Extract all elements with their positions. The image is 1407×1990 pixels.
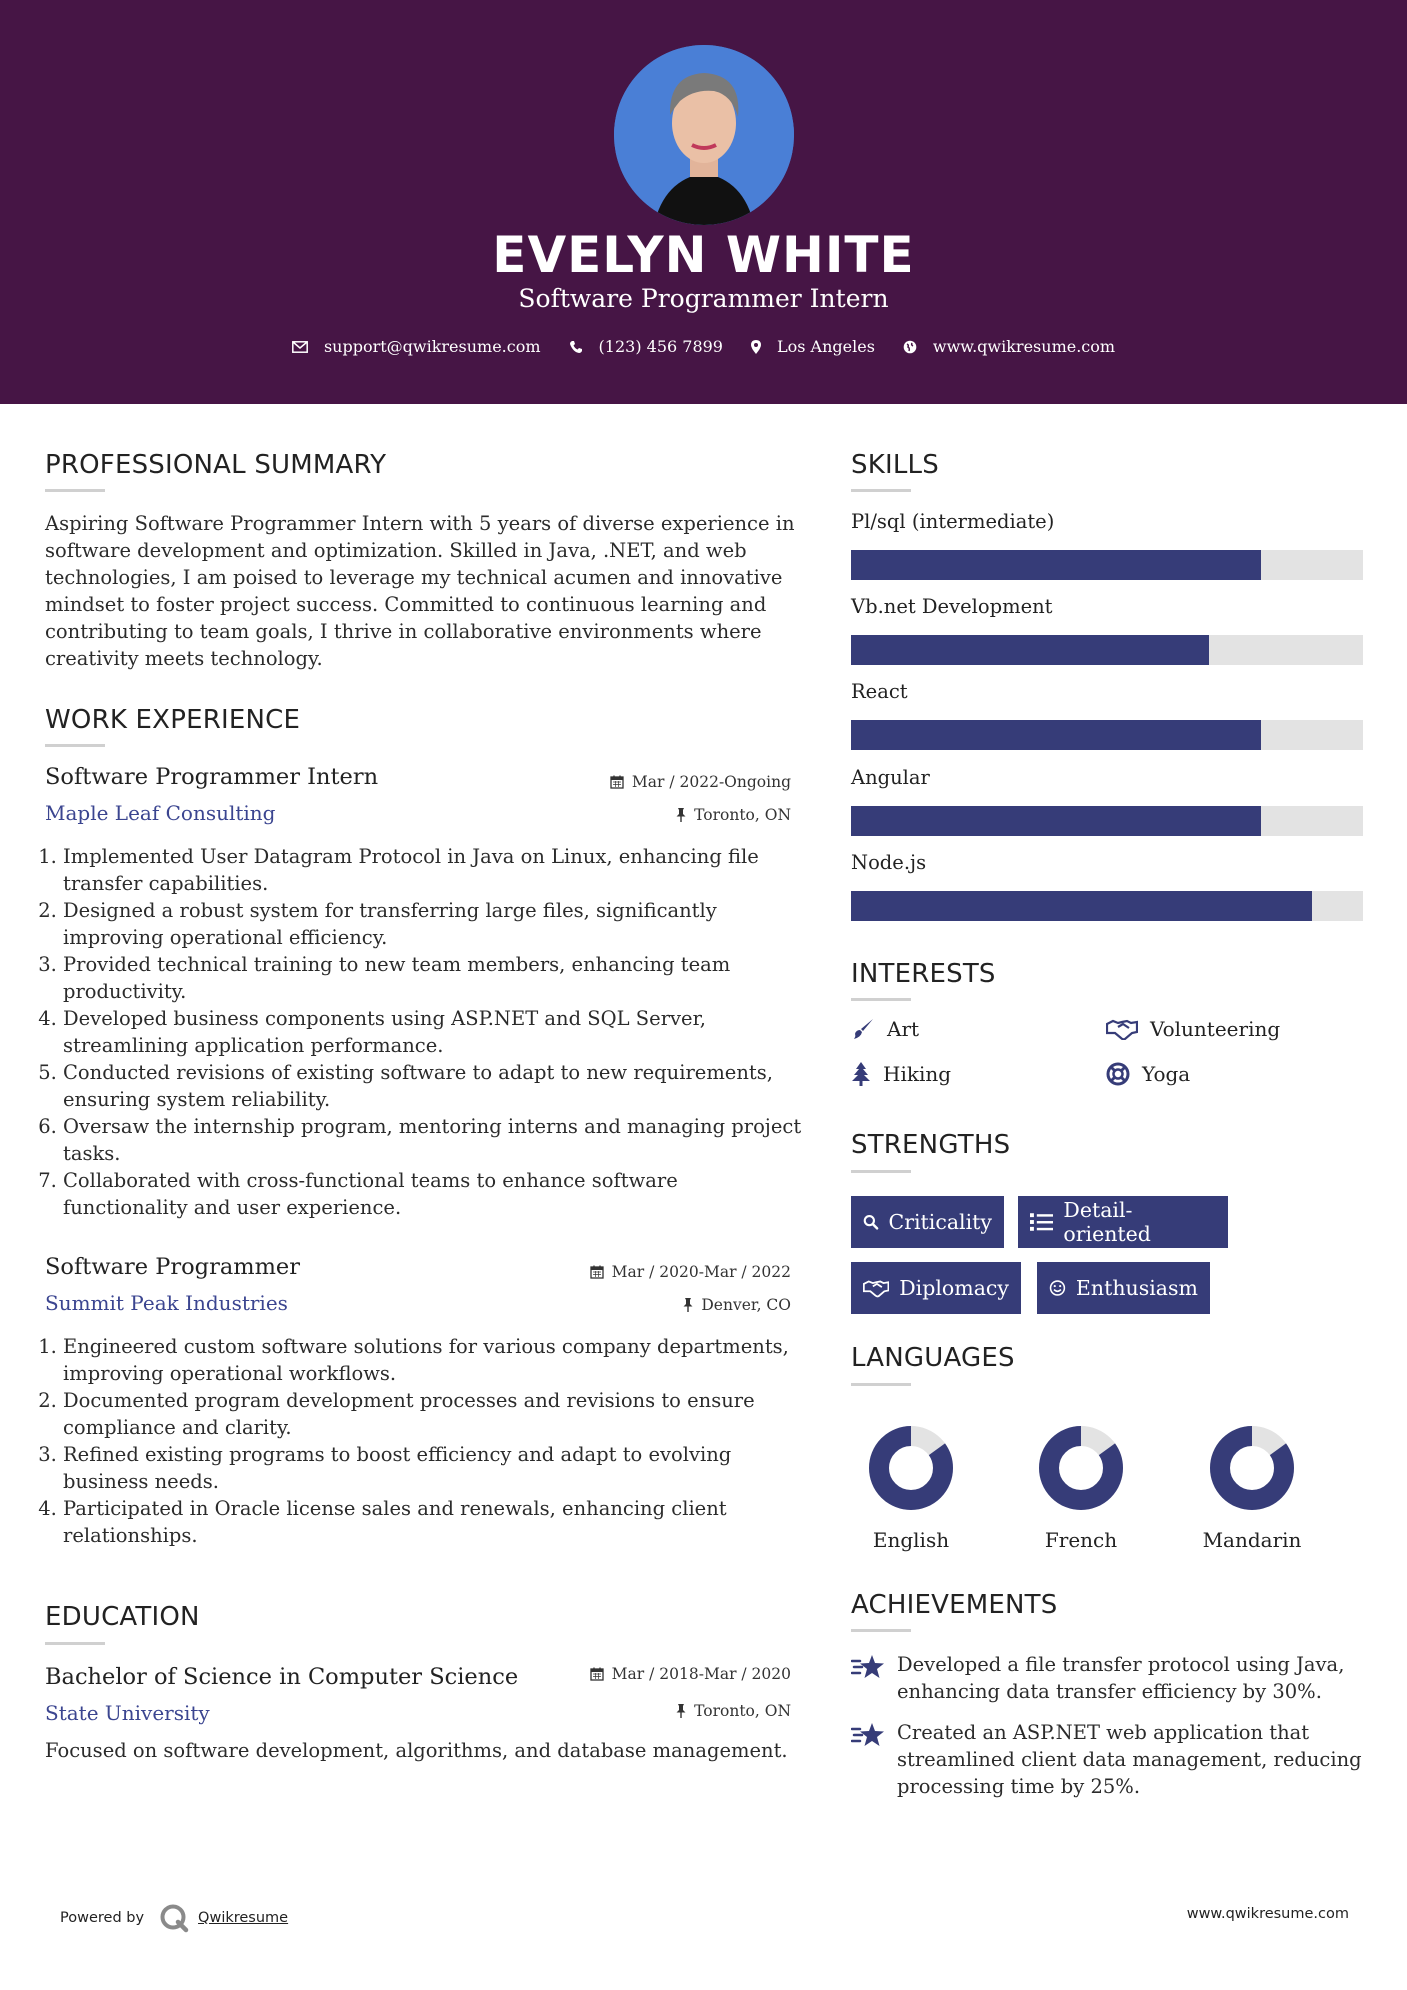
list-item: 7. Collaborated with cross-functional teams to enhance software functionality and user experience. — [63, 1167, 805, 1221]
section-divider — [851, 1170, 911, 1173]
interest-item: Art — [851, 1017, 919, 1041]
header-banner — [0, 0, 1407, 404]
skill-bar — [851, 891, 1363, 921]
skill-bar — [851, 806, 1363, 836]
language-donut — [1031, 1418, 1131, 1518]
achievements-title: ACHIEVEMENTS — [851, 1590, 1058, 1620]
language-donut — [1202, 1418, 1302, 1518]
job-location: Denver, CO — [531, 1296, 791, 1314]
language-name: Mandarin — [1202, 1528, 1302, 1552]
interest-item: Yoga — [1106, 1062, 1190, 1086]
strength-tag: Diplomacy — [851, 1262, 1021, 1314]
job-date: Mar / 2020-Mar / 2022 — [531, 1263, 791, 1281]
section-divider — [45, 744, 105, 747]
contact-bar — [0, 337, 1407, 356]
skill-bar-fill — [851, 720, 1261, 750]
globe-icon — [903, 340, 917, 354]
portrait-image — [614, 45, 794, 225]
contact-website[interactable]: www.qwikresume.com — [903, 337, 1115, 356]
language-item — [1026, 1418, 1136, 1552]
skill-name: Vb.net Development — [851, 595, 1053, 618]
language-item — [856, 1418, 966, 1552]
section-divider — [851, 1629, 911, 1632]
handshake-icon — [863, 1277, 889, 1299]
list-item: 3. Refined existing programs to boost efficiency and adapt to evolving business needs. — [63, 1441, 805, 1495]
shooting-star-icon — [851, 1653, 885, 1681]
qwikresume-logo-icon — [158, 1902, 190, 1934]
list-item: 5. Conducted revisions of existing software to adapt to new requirements, ensuring system reliability. — [63, 1059, 805, 1113]
skill-name: React — [851, 680, 908, 703]
strength-tag: Enthusiasm — [1037, 1262, 1210, 1314]
company-name: Maple Leaf Consulting — [45, 801, 276, 825]
skill-bar-fill — [851, 806, 1261, 836]
skill-bar-fill — [851, 891, 1312, 921]
footer-site-link[interactable]: www.qwikresume.com — [1186, 1906, 1349, 1922]
skill-bar-fill — [851, 635, 1209, 665]
section-divider — [45, 489, 105, 492]
education-location: Toronto, ON — [531, 1702, 791, 1720]
skill-name: Pl/sql (intermediate) — [851, 510, 1055, 533]
qwikresume-link[interactable]: Qwikresume — [198, 1910, 289, 1926]
contact-email[interactable]: support@qwikresume.com — [292, 337, 541, 356]
section-divider — [45, 1642, 105, 1645]
list-icon — [1030, 1212, 1053, 1232]
school-name: State University — [45, 1701, 210, 1725]
candidate-name: EVELYN WHITE — [492, 226, 915, 284]
candidate-role: Software Programmer Intern — [518, 284, 889, 313]
footer-powered-by: Powered by Qwikresume — [60, 1902, 288, 1934]
lifebuoy-icon — [1106, 1062, 1130, 1086]
paintbrush-icon — [851, 1017, 875, 1041]
interests-title: INTERESTS — [851, 959, 996, 989]
experience-title: WORK EXPERIENCE — [45, 705, 301, 735]
smile-icon — [1049, 1277, 1066, 1299]
skill-bar — [851, 635, 1363, 665]
education-title: EDUCATION — [45, 1602, 200, 1632]
job-location: Toronto, ON — [531, 806, 791, 824]
skill-bar — [851, 550, 1363, 580]
language-name: French — [1044, 1528, 1118, 1552]
skills-title: SKILLS — [851, 450, 939, 480]
list-item: 3. Provided technical training to new team members, enhancing team productivity. — [63, 951, 805, 1005]
contact-location: Los Angeles — [751, 337, 875, 356]
list-item: 6. Oversaw the internship program, mentoring interns and managing project tasks. — [63, 1113, 805, 1167]
skill-name: Angular — [851, 766, 930, 789]
job-bullets — [45, 1333, 805, 1549]
skill-bar-fill — [851, 550, 1261, 580]
search-icon — [863, 1211, 879, 1233]
language-donut — [861, 1418, 961, 1518]
handshake-icon — [1106, 1018, 1138, 1040]
tree-icon — [851, 1062, 871, 1086]
calendar-icon — [610, 775, 624, 789]
summary-text: Aspiring Software Programmer Intern with 5 years of diverse experience in software development and optimization. Skilled in Java, .NET, and web technologies, I am poised to leverage my technical acumen and innovative mindset to foster project success. Committed to continuous learning and contributing to team goals, I thrive in collaborative environments where creativity meets technology. — [45, 512, 795, 670]
skill-bar — [851, 720, 1363, 750]
calendar-icon — [590, 1265, 604, 1279]
achievement-item: Created an ASP.NET web application that streamlined client data management, reducing processing time by 25%. — [851, 1719, 1371, 1800]
interest-item: Volunteering — [1106, 1017, 1280, 1041]
calendar-icon — [590, 1667, 604, 1681]
list-item: 4. Participated in Oracle license sales and renewals, enhancing client relationships. — [63, 1495, 805, 1549]
summary-title: PROFESSIONAL SUMMARY — [45, 450, 387, 480]
education-description: Focused on software development, algorithms, and database management. — [45, 1739, 788, 1762]
strength-tag: Detail-oriented — [1018, 1196, 1228, 1248]
degree-title: Bachelor of Science in Computer Science — [45, 1664, 519, 1690]
achievement-item: Developed a file transfer protocol using Java, enhancing data transfer efficiency by 30%. — [851, 1651, 1371, 1705]
list-item: 2. Documented program development processes and revisions to ensure compliance and clarity. — [63, 1387, 805, 1441]
skill-name: Node.js — [851, 851, 927, 874]
pushpin-icon — [683, 1298, 693, 1312]
pushpin-icon — [676, 1704, 686, 1718]
education-date: Mar / 2018-Mar / 2020 — [531, 1665, 791, 1683]
strengths-title: STRENGTHS — [851, 1130, 1011, 1160]
list-item: 1. Implemented User Datagram Protocol in Java on Linux, enhancing file transfer capabilities. — [63, 843, 805, 897]
language-name: English — [872, 1528, 950, 1552]
company-name: Summit Peak Industries — [45, 1291, 288, 1315]
section-divider — [851, 489, 911, 492]
language-item — [1197, 1418, 1307, 1552]
list-item: 1. Engineered custom software solutions for various company departments, improving operational workflows. — [63, 1333, 805, 1387]
job-title: Software Programmer — [45, 1254, 300, 1280]
job-title: Software Programmer Intern — [45, 764, 379, 790]
section-divider — [851, 998, 911, 1001]
map-pin-icon — [751, 340, 761, 354]
section-divider — [851, 1383, 911, 1386]
languages-title: LANGUAGES — [851, 1343, 1015, 1373]
envelope-icon — [292, 341, 308, 353]
strength-tag: Criticality — [851, 1196, 1004, 1248]
list-item: 2. Designed a robust system for transferring large files, significantly improving operational efficiency. — [63, 897, 805, 951]
profile-photo — [614, 45, 794, 225]
list-item: 4. Developed business components using ASP.NET and SQL Server, streamlining application performance. — [63, 1005, 805, 1059]
interest-item: Hiking — [851, 1062, 951, 1086]
job-date: Mar / 2022-Ongoing — [531, 773, 791, 791]
shooting-star-icon — [851, 1721, 885, 1749]
phone-icon — [569, 340, 583, 354]
job-bullets — [45, 843, 805, 1221]
contact-phone[interactable]: (123) 456 7899 — [569, 337, 723, 356]
pushpin-icon — [676, 808, 686, 822]
